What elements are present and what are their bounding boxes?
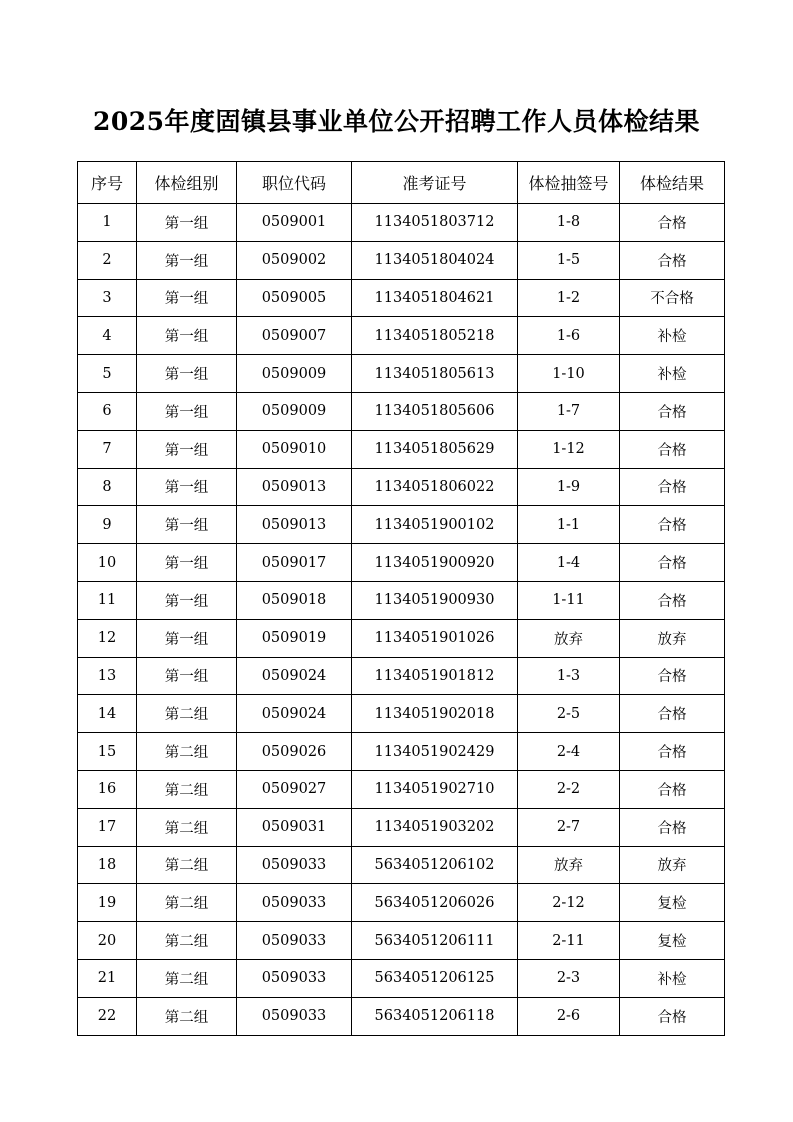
cell-exam-group: 第一组 <box>137 468 237 506</box>
cell-admission-number: 1134051901026 <box>352 619 518 657</box>
header-exam-group: 体检组别 <box>137 162 237 204</box>
cell-exam-group: 第一组 <box>137 355 237 393</box>
cell-exam-result: 合格 <box>620 430 725 468</box>
cell-exam-group: 第一组 <box>137 204 237 242</box>
header-position-code: 职位代码 <box>237 162 352 204</box>
cell-admission-number: 5634051206026 <box>352 884 518 922</box>
table-row <box>78 317 725 355</box>
cell-position-code: 0509013 <box>237 506 352 544</box>
cell-position-code: 0509001 <box>237 204 352 242</box>
cell-exam-result: 合格 <box>620 770 725 808</box>
table-row <box>78 506 725 544</box>
cell-position-code: 0509018 <box>237 581 352 619</box>
cell-position-code: 0509013 <box>237 468 352 506</box>
header-admission-number: 准考证号 <box>352 162 518 204</box>
cell-exam-result: 放弃 <box>620 619 725 657</box>
cell-draw-number: 2-7 <box>518 808 620 846</box>
table-row <box>78 959 725 997</box>
cell-admission-number: 1134051900930 <box>352 581 518 619</box>
cell-admission-number: 1134051900102 <box>352 506 518 544</box>
cell-serial-number: 3 <box>78 279 137 317</box>
cell-position-code: 0509033 <box>237 922 352 960</box>
cell-serial-number: 2 <box>78 241 137 279</box>
table-row <box>78 581 725 619</box>
cell-exam-group: 第一组 <box>137 392 237 430</box>
cell-admission-number: 1134051805606 <box>352 392 518 430</box>
table-header-row <box>78 162 725 204</box>
cell-position-code: 0509033 <box>237 997 352 1035</box>
cell-serial-number: 9 <box>78 506 137 544</box>
table-row <box>78 619 725 657</box>
cell-position-code: 0509024 <box>237 657 352 695</box>
cell-admission-number: 1134051805629 <box>352 430 518 468</box>
cell-exam-group: 第二组 <box>137 770 237 808</box>
cell-exam-group: 第一组 <box>137 241 237 279</box>
cell-serial-number: 13 <box>78 657 137 695</box>
table-row <box>78 884 725 922</box>
table-row <box>78 355 725 393</box>
table-row <box>78 997 725 1035</box>
cell-serial-number: 11 <box>78 581 137 619</box>
cell-serial-number: 5 <box>78 355 137 393</box>
cell-exam-group: 第一组 <box>137 506 237 544</box>
cell-exam-result: 复检 <box>620 884 725 922</box>
cell-position-code: 0509033 <box>237 884 352 922</box>
cell-draw-number: 2-5 <box>518 695 620 733</box>
cell-draw-number: 1-3 <box>518 657 620 695</box>
table-row <box>78 279 725 317</box>
cell-admission-number: 1134051805613 <box>352 355 518 393</box>
cell-exam-result: 合格 <box>620 468 725 506</box>
cell-admission-number: 1134051902018 <box>352 695 518 733</box>
cell-position-code: 0509027 <box>237 770 352 808</box>
cell-admission-number: 5634051206111 <box>352 922 518 960</box>
cell-serial-number: 4 <box>78 317 137 355</box>
cell-exam-group: 第二组 <box>137 959 237 997</box>
table-row <box>78 241 725 279</box>
table-row <box>78 695 725 733</box>
table-row <box>78 808 725 846</box>
cell-exam-result: 合格 <box>620 204 725 242</box>
cell-serial-number: 15 <box>78 733 137 771</box>
cell-exam-result: 合格 <box>620 997 725 1035</box>
cell-exam-group: 第一组 <box>137 657 237 695</box>
cell-exam-group: 第一组 <box>137 619 237 657</box>
cell-draw-number: 1-5 <box>518 241 620 279</box>
table-row <box>78 468 725 506</box>
cell-position-code: 0509007 <box>237 317 352 355</box>
cell-exam-result: 合格 <box>620 808 725 846</box>
cell-exam-result: 合格 <box>620 544 725 582</box>
cell-exam-result: 合格 <box>620 733 725 771</box>
table-body <box>78 204 725 1036</box>
cell-admission-number: 1134051900920 <box>352 544 518 582</box>
cell-admission-number: 1134051902429 <box>352 733 518 771</box>
cell-position-code: 0509031 <box>237 808 352 846</box>
cell-position-code: 0509009 <box>237 355 352 393</box>
document-title: 2025年度固镇县事业单位公开招聘工作人员体检结果 <box>92 107 701 136</box>
cell-exam-result: 放弃 <box>620 846 725 884</box>
cell-draw-number: 放弃 <box>518 619 620 657</box>
cell-exam-group: 第一组 <box>137 279 237 317</box>
cell-serial-number: 21 <box>78 959 137 997</box>
cell-position-code: 0509005 <box>237 279 352 317</box>
cell-exam-result: 不合格 <box>620 279 725 317</box>
cell-exam-result: 合格 <box>620 657 725 695</box>
cell-draw-number: 1-1 <box>518 506 620 544</box>
cell-draw-number: 1-10 <box>518 355 620 393</box>
cell-draw-number: 1-2 <box>518 279 620 317</box>
cell-exam-group: 第一组 <box>137 317 237 355</box>
cell-serial-number: 18 <box>78 846 137 884</box>
cell-admission-number: 1134051804024 <box>352 241 518 279</box>
cell-exam-result: 补检 <box>620 317 725 355</box>
cell-exam-group: 第二组 <box>137 808 237 846</box>
cell-serial-number: 6 <box>78 392 137 430</box>
table-row <box>78 204 725 242</box>
cell-admission-number: 1134051902710 <box>352 770 518 808</box>
table-row <box>78 657 725 695</box>
cell-draw-number: 1-9 <box>518 468 620 506</box>
cell-position-code: 0509010 <box>237 430 352 468</box>
cell-serial-number: 8 <box>78 468 137 506</box>
cell-draw-number: 1-6 <box>518 317 620 355</box>
cell-serial-number: 10 <box>78 544 137 582</box>
cell-admission-number: 1134051803712 <box>352 204 518 242</box>
cell-serial-number: 1 <box>78 204 137 242</box>
cell-exam-group: 第二组 <box>137 884 237 922</box>
cell-exam-group: 第一组 <box>137 581 237 619</box>
results-table <box>77 161 725 1036</box>
table-row <box>78 544 725 582</box>
cell-position-code: 0509002 <box>237 241 352 279</box>
cell-exam-result: 合格 <box>620 506 725 544</box>
cell-draw-number: 2-6 <box>518 997 620 1035</box>
cell-exam-result: 合格 <box>620 695 725 733</box>
cell-exam-group: 第二组 <box>137 846 237 884</box>
cell-exam-group: 第二组 <box>137 922 237 960</box>
cell-serial-number: 12 <box>78 619 137 657</box>
cell-exam-result: 复检 <box>620 922 725 960</box>
cell-position-code: 0509019 <box>237 619 352 657</box>
cell-exam-result: 补检 <box>620 355 725 393</box>
cell-serial-number: 22 <box>78 997 137 1035</box>
cell-draw-number: 1-8 <box>518 204 620 242</box>
table-row <box>78 430 725 468</box>
cell-exam-result: 补检 <box>620 959 725 997</box>
cell-position-code: 0509009 <box>237 392 352 430</box>
cell-draw-number: 2-2 <box>518 770 620 808</box>
header-exam-result: 体检结果 <box>620 162 725 204</box>
cell-exam-result: 合格 <box>620 581 725 619</box>
cell-admission-number: 5634051206102 <box>352 846 518 884</box>
cell-serial-number: 20 <box>78 922 137 960</box>
cell-position-code: 0509033 <box>237 846 352 884</box>
cell-admission-number: 1134051805218 <box>352 317 518 355</box>
cell-admission-number: 1134051804621 <box>352 279 518 317</box>
cell-serial-number: 14 <box>78 695 137 733</box>
cell-serial-number: 17 <box>78 808 137 846</box>
cell-draw-number: 1-7 <box>518 392 620 430</box>
table-row <box>78 922 725 960</box>
cell-serial-number: 16 <box>78 770 137 808</box>
cell-draw-number: 2-3 <box>518 959 620 997</box>
header-draw-number: 体检抽签号 <box>518 162 620 204</box>
cell-exam-group: 第一组 <box>137 430 237 468</box>
cell-exam-group: 第一组 <box>137 544 237 582</box>
cell-admission-number: 1134051903202 <box>352 808 518 846</box>
cell-exam-group: 第二组 <box>137 997 237 1035</box>
cell-exam-group: 第二组 <box>137 733 237 771</box>
cell-exam-group: 第二组 <box>137 695 237 733</box>
cell-position-code: 0509033 <box>237 959 352 997</box>
table-row <box>78 392 725 430</box>
cell-draw-number: 1-12 <box>518 430 620 468</box>
cell-exam-result: 合格 <box>620 241 725 279</box>
cell-admission-number: 1134051806022 <box>352 468 518 506</box>
cell-exam-result: 合格 <box>620 392 725 430</box>
cell-draw-number: 2-12 <box>518 884 620 922</box>
header-serial-number: 序号 <box>78 162 137 204</box>
cell-position-code: 0509017 <box>237 544 352 582</box>
table-row <box>78 770 725 808</box>
cell-admission-number: 1134051901812 <box>352 657 518 695</box>
cell-serial-number: 7 <box>78 430 137 468</box>
cell-serial-number: 19 <box>78 884 137 922</box>
cell-draw-number: 2-11 <box>518 922 620 960</box>
cell-position-code: 0509026 <box>237 733 352 771</box>
cell-draw-number: 2-4 <box>518 733 620 771</box>
table-row <box>78 733 725 771</box>
table-row <box>78 846 725 884</box>
cell-admission-number: 5634051206118 <box>352 997 518 1035</box>
cell-admission-number: 5634051206125 <box>352 959 518 997</box>
cell-position-code: 0509024 <box>237 695 352 733</box>
cell-draw-number: 1-4 <box>518 544 620 582</box>
cell-draw-number: 放弃 <box>518 846 620 884</box>
cell-draw-number: 1-11 <box>518 581 620 619</box>
